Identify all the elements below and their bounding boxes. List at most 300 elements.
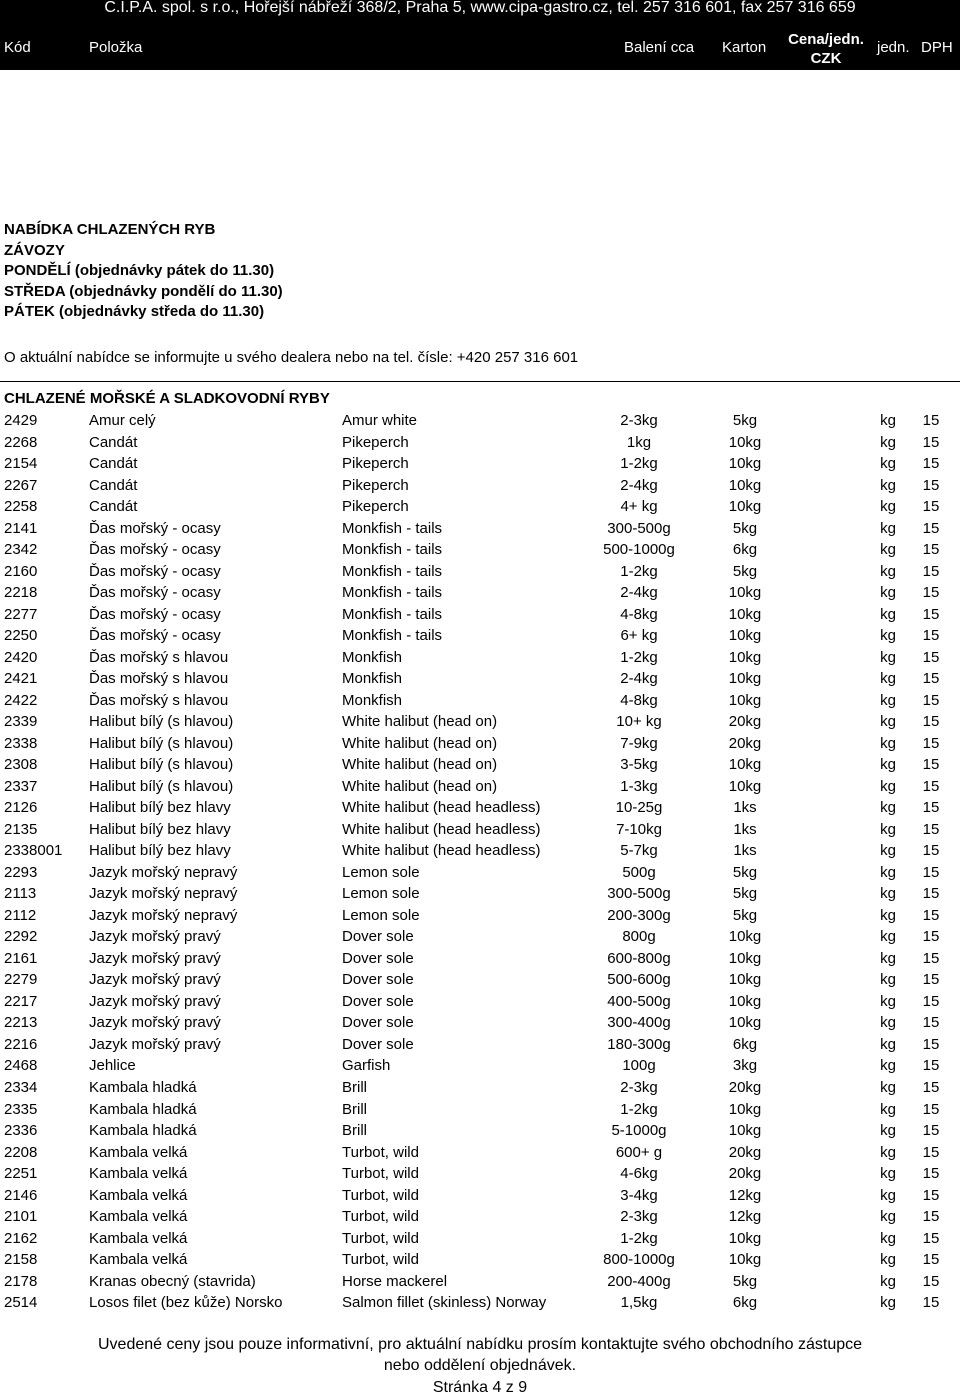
product-name-cz: Jazyk mořský pravý bbox=[89, 928, 221, 946]
carton-size: 20kg bbox=[728, 1143, 762, 1161]
product-name-en: Pikeperch bbox=[342, 455, 409, 473]
page-number: Stránka 4 z 9 bbox=[432, 1379, 528, 1396]
product-name-en: Lemon sole bbox=[342, 906, 420, 924]
carton-size: 10kg bbox=[728, 670, 762, 688]
section-title: CHLAZENÉ MOŘSKÉ A SLADKOVODNÍ RYBY bbox=[4, 390, 330, 407]
table-row bbox=[0, 1120, 960, 1142]
product-code: 2250 bbox=[4, 627, 38, 645]
product-code: 2420 bbox=[4, 648, 38, 666]
pack-size: 1-2kg bbox=[620, 648, 658, 666]
product-name-en: Brill bbox=[342, 1100, 367, 1118]
table-row bbox=[0, 453, 960, 475]
vat-rate: 15 bbox=[922, 971, 940, 989]
product-name-en: Salmon fillet (skinless) Norway bbox=[342, 1294, 547, 1312]
vat-rate: 15 bbox=[922, 691, 940, 709]
vat-rate: 15 bbox=[922, 476, 940, 494]
carton-size: 10kg bbox=[728, 756, 762, 774]
pack-size: 2-4kg bbox=[620, 584, 658, 602]
product-name-en: Horse mackerel bbox=[342, 1272, 448, 1290]
product-name-en: White halibut (head on) bbox=[342, 777, 498, 795]
unit: kg bbox=[880, 1165, 896, 1183]
product-name-cz: Halibut bílý bez hlavy bbox=[89, 820, 231, 838]
product-name-cz: Candát bbox=[89, 433, 138, 451]
table-row bbox=[0, 1163, 960, 1185]
product-name-cz: Kambala velká bbox=[89, 1165, 188, 1183]
pack-size: 2-3kg bbox=[620, 1208, 658, 1226]
vat-rate: 15 bbox=[922, 1165, 940, 1183]
product-name-cz: Kambala hladká bbox=[89, 1100, 197, 1118]
product-code: 2468 bbox=[4, 1057, 38, 1075]
product-name-en: Monkfish - tails bbox=[342, 584, 443, 602]
product-name-cz: Ďas mořský - ocasy bbox=[89, 562, 221, 580]
pack-size: 6+ kg bbox=[620, 627, 658, 645]
carton-size: 3kg bbox=[732, 1057, 758, 1075]
vat-rate: 15 bbox=[922, 627, 940, 645]
unit: kg bbox=[880, 627, 896, 645]
table-row bbox=[0, 432, 960, 454]
pack-size: 2-4kg bbox=[620, 476, 658, 494]
pack-size: 800-1000g bbox=[603, 1251, 675, 1269]
vat-rate: 15 bbox=[922, 562, 940, 580]
product-name-en: White halibut (head headless) bbox=[342, 799, 541, 817]
vat-rate: 15 bbox=[922, 1078, 940, 1096]
vat-rate: 15 bbox=[922, 1014, 940, 1032]
column-header-unit: jedn. bbox=[877, 39, 910, 56]
carton-size: 5kg bbox=[732, 906, 758, 924]
unit: kg bbox=[880, 498, 896, 516]
product-name-cz: Kambala hladká bbox=[89, 1122, 197, 1140]
product-name-en: Turbot, wild bbox=[342, 1208, 419, 1226]
product-name-cz: Ďas mořský - ocasy bbox=[89, 584, 221, 602]
table-row bbox=[0, 475, 960, 497]
vat-rate: 15 bbox=[922, 906, 940, 924]
product-code: 2158 bbox=[4, 1251, 38, 1269]
delivery-wednesday: STŘEDA (objednávky pondělí do 11.30) bbox=[4, 282, 283, 300]
carton-size: 5kg bbox=[732, 519, 758, 537]
vat-rate: 15 bbox=[922, 1272, 940, 1290]
column-header-carton: Karton bbox=[722, 39, 767, 56]
column-header-item: Položka bbox=[89, 39, 143, 56]
table-row bbox=[0, 1185, 960, 1207]
pack-size: 800g bbox=[622, 928, 656, 946]
carton-size: 5kg bbox=[732, 562, 758, 580]
table-row bbox=[0, 410, 960, 432]
product-name-cz: Ďas mořský - ocasy bbox=[89, 519, 221, 537]
pack-size: 2-3kg bbox=[620, 1078, 658, 1096]
unit: kg bbox=[880, 885, 896, 903]
carton-size: 10kg bbox=[728, 992, 762, 1010]
vat-rate: 15 bbox=[922, 519, 940, 537]
product-code: 2162 bbox=[4, 1229, 38, 1247]
vat-rate: 15 bbox=[922, 541, 940, 559]
product-name-en: Lemon sole bbox=[342, 885, 420, 903]
table-row bbox=[0, 711, 960, 733]
carton-size: 10kg bbox=[728, 971, 762, 989]
vat-rate: 15 bbox=[922, 949, 940, 967]
table-row bbox=[0, 647, 960, 669]
carton-size: 10kg bbox=[728, 928, 762, 946]
product-name-cz: Jazyk mořský pravý bbox=[89, 1014, 221, 1032]
company-info: C.I.P.A. spol. s r.o., Hořejší nábřeží 368/2, Praha 5, www.cipa-gastro.cz, tel. 257 316 601, fax 257 316 659 bbox=[104, 0, 856, 16]
carton-size: 10kg bbox=[728, 1229, 762, 1247]
product-code: 2339 bbox=[4, 713, 38, 731]
product-name-cz: Jehlice bbox=[89, 1057, 136, 1075]
vat-rate: 15 bbox=[922, 734, 940, 752]
unit: kg bbox=[880, 906, 896, 924]
unit: kg bbox=[880, 713, 896, 731]
table-row bbox=[0, 518, 960, 540]
unit: kg bbox=[880, 1186, 896, 1204]
unit: kg bbox=[880, 1251, 896, 1269]
unit: kg bbox=[880, 1143, 896, 1161]
unit: kg bbox=[880, 928, 896, 946]
unit: kg bbox=[880, 863, 896, 881]
pack-size: 300-500g bbox=[607, 885, 671, 903]
table-row bbox=[0, 991, 960, 1013]
product-code: 2335 bbox=[4, 1100, 38, 1118]
pack-size: 7-10kg bbox=[616, 820, 662, 838]
product-code: 2336 bbox=[4, 1122, 38, 1140]
product-name-cz: Kambala velká bbox=[89, 1208, 188, 1226]
table-row bbox=[0, 754, 960, 776]
unit: kg bbox=[880, 971, 896, 989]
table-row bbox=[0, 604, 960, 626]
product-code: 2338001 bbox=[4, 842, 63, 860]
unit: kg bbox=[880, 1272, 896, 1290]
vat-rate: 15 bbox=[922, 1208, 940, 1226]
product-name-en: Garfish bbox=[342, 1057, 391, 1075]
product-name-cz: Kambala velká bbox=[89, 1251, 188, 1269]
table-row bbox=[0, 926, 960, 948]
vat-rate: 15 bbox=[922, 885, 940, 903]
carton-size: 6kg bbox=[732, 1035, 758, 1053]
carton-size: 20kg bbox=[728, 713, 762, 731]
unit: kg bbox=[880, 777, 896, 795]
pack-size: 1,5kg bbox=[620, 1294, 658, 1312]
product-code: 2293 bbox=[4, 863, 38, 881]
unit: kg bbox=[880, 562, 896, 580]
product-name-cz: Jazyk mořský nepravý bbox=[89, 885, 238, 903]
unit: kg bbox=[880, 1035, 896, 1053]
carton-size: 1ks bbox=[733, 842, 757, 860]
product-code: 2279 bbox=[4, 971, 38, 989]
unit: kg bbox=[880, 756, 896, 774]
pack-size: 4-8kg bbox=[620, 691, 658, 709]
unit: kg bbox=[880, 799, 896, 817]
product-code: 2216 bbox=[4, 1035, 38, 1053]
table-row bbox=[0, 840, 960, 862]
product-code: 2267 bbox=[4, 476, 38, 494]
product-name-en: Monkfish bbox=[342, 670, 403, 688]
vat-rate: 15 bbox=[922, 713, 940, 731]
delivery-friday: PÁTEK (objednávky středa do 11.30) bbox=[4, 303, 265, 320]
vat-rate: 15 bbox=[922, 820, 940, 838]
table-row bbox=[0, 625, 960, 647]
product-name-cz: Halibut bílý (s hlavou) bbox=[89, 713, 234, 731]
product-name-en: Pikeperch bbox=[342, 498, 409, 516]
product-name-en: Dover sole bbox=[342, 1014, 414, 1032]
vat-rate: 15 bbox=[922, 777, 940, 795]
product-name-cz: Ďas mořský - ocasy bbox=[89, 627, 221, 645]
product-name-en: Dover sole bbox=[342, 1035, 414, 1053]
pack-size: 1-2kg bbox=[620, 1100, 658, 1118]
product-name-en: Pikeperch bbox=[342, 476, 409, 494]
pack-size: 10-25g bbox=[615, 799, 663, 817]
pack-size: 200-400g bbox=[607, 1272, 671, 1290]
product-name-cz: Halibut bílý (s hlavou) bbox=[89, 777, 234, 795]
product-code: 2429 bbox=[4, 412, 38, 429]
vat-rate: 15 bbox=[922, 648, 940, 666]
product-name-en: Lemon sole bbox=[342, 863, 420, 881]
vat-rate: 15 bbox=[922, 1100, 940, 1118]
carton-size: 10kg bbox=[728, 433, 762, 451]
vat-rate: 15 bbox=[922, 928, 940, 946]
table-row bbox=[0, 1142, 960, 1164]
carton-size: 5kg bbox=[732, 412, 758, 429]
unit: kg bbox=[880, 670, 896, 688]
delivery-heading: ZÁVOZY bbox=[4, 241, 65, 259]
carton-size: 10kg bbox=[728, 691, 762, 709]
offer-title: NABÍDKA CHLAZENÝCH RYB bbox=[4, 221, 216, 238]
product-code: 2308 bbox=[4, 756, 38, 774]
table-row bbox=[0, 797, 960, 819]
column-header-price bbox=[786, 30, 866, 68]
product-code: 2135 bbox=[4, 820, 38, 838]
product-name-en: Turbot, wild bbox=[342, 1186, 419, 1204]
product-code: 2126 bbox=[4, 799, 38, 817]
product-code: 2101 bbox=[4, 1208, 38, 1226]
product-name-en: Dover sole bbox=[342, 992, 414, 1010]
unit: kg bbox=[880, 1208, 896, 1226]
product-code: 2113 bbox=[4, 885, 37, 903]
carton-size: 5kg bbox=[732, 885, 758, 903]
vat-rate: 15 bbox=[922, 863, 940, 881]
vat-rate: 15 bbox=[922, 1251, 940, 1269]
pack-size: 300-500g bbox=[607, 519, 671, 537]
product-name-cz: Candát bbox=[89, 455, 138, 473]
carton-size: 5kg bbox=[732, 863, 758, 881]
unit: kg bbox=[880, 734, 896, 752]
product-name-en: White halibut (head on) bbox=[342, 756, 498, 774]
pack-size: 300-400g bbox=[607, 1014, 671, 1032]
carton-size: 20kg bbox=[728, 1078, 762, 1096]
carton-size: 10kg bbox=[728, 949, 762, 967]
table-row bbox=[0, 1228, 960, 1250]
vat-rate: 15 bbox=[922, 498, 940, 516]
table-row bbox=[0, 819, 960, 841]
vat-rate: 15 bbox=[922, 605, 940, 623]
vat-rate: 15 bbox=[922, 412, 940, 429]
pack-size: 1kg bbox=[626, 433, 652, 451]
product-name-cz: Kambala velká bbox=[89, 1143, 188, 1161]
pack-size: 3-5kg bbox=[620, 756, 658, 774]
footer-disclaimer-line2: nebo oddělení objednávek. bbox=[383, 1357, 577, 1374]
product-name-en: Monkfish - tails bbox=[342, 627, 443, 645]
product-name-cz: Halibut bílý (s hlavou) bbox=[89, 756, 234, 774]
pack-size: 100g bbox=[622, 1057, 656, 1075]
column-header-code: Kód bbox=[4, 39, 31, 56]
unit: kg bbox=[880, 1294, 896, 1312]
product-code: 2208 bbox=[4, 1143, 38, 1161]
product-code: 2251 bbox=[4, 1165, 38, 1183]
product-name-en: Pikeperch bbox=[342, 433, 409, 451]
unit: kg bbox=[880, 1078, 896, 1096]
unit: kg bbox=[880, 455, 896, 473]
vat-rate: 15 bbox=[922, 1143, 940, 1161]
product-code: 2258 bbox=[4, 498, 38, 516]
vat-rate: 15 bbox=[922, 756, 940, 774]
pack-size: 2-4kg bbox=[620, 670, 658, 688]
carton-size: 10kg bbox=[728, 1100, 762, 1118]
carton-size: 10kg bbox=[728, 777, 762, 795]
unit: kg bbox=[880, 691, 896, 709]
vat-rate: 15 bbox=[922, 842, 940, 860]
product-name-en: Brill bbox=[342, 1122, 367, 1140]
vat-rate: 15 bbox=[922, 1294, 940, 1312]
unit: kg bbox=[880, 648, 896, 666]
product-code: 2421 bbox=[4, 670, 38, 688]
product-table bbox=[0, 410, 960, 1314]
carton-size: 10kg bbox=[728, 498, 762, 516]
table-row bbox=[0, 1012, 960, 1034]
delivery-info bbox=[4, 220, 283, 323]
product-name-en: Monkfish - tails bbox=[342, 519, 443, 537]
pack-size: 600+ g bbox=[615, 1143, 663, 1161]
product-name-en: Monkfish bbox=[342, 648, 403, 666]
unit: kg bbox=[880, 605, 896, 623]
carton-size: 5kg bbox=[732, 1272, 758, 1290]
table-row bbox=[0, 1206, 960, 1228]
product-name-cz: Ďas mořský - ocasy bbox=[89, 541, 221, 559]
pack-size: 4-8kg bbox=[620, 605, 658, 623]
unit: kg bbox=[880, 949, 896, 967]
carton-size: 10kg bbox=[728, 1251, 762, 1269]
carton-size: 1ks bbox=[733, 799, 757, 817]
vat-rate: 15 bbox=[922, 799, 940, 817]
product-name-cz: Candát bbox=[89, 498, 138, 516]
product-name-cz: Kambala velká bbox=[89, 1229, 188, 1247]
carton-size: 10kg bbox=[728, 627, 762, 645]
product-name-cz: Candát bbox=[89, 476, 138, 494]
vat-rate: 15 bbox=[922, 670, 940, 688]
table-row bbox=[0, 496, 960, 518]
unit: kg bbox=[880, 1057, 896, 1075]
product-name-en: Turbot, wild bbox=[342, 1229, 419, 1247]
carton-size: 10kg bbox=[728, 605, 762, 623]
product-name-cz: Halibut bílý bez hlavy bbox=[89, 799, 231, 817]
table-row bbox=[0, 1034, 960, 1056]
pack-size: 600-800g bbox=[607, 949, 671, 967]
product-code: 2292 bbox=[4, 928, 38, 946]
product-code: 2422 bbox=[4, 691, 38, 709]
product-name-en: Amur white bbox=[342, 412, 418, 429]
product-name-en: Turbot, wild bbox=[342, 1251, 419, 1269]
product-name-cz: Jazyk mořský pravý bbox=[89, 1035, 221, 1053]
product-name-en: White halibut (head on) bbox=[342, 713, 498, 731]
header-bar bbox=[0, 0, 960, 70]
table-row bbox=[0, 862, 960, 884]
delivery-monday: PONDĚLÍ (objednávky pátek do 11.30) bbox=[4, 262, 275, 279]
unit: kg bbox=[880, 433, 896, 451]
vat-rate: 15 bbox=[922, 992, 940, 1010]
column-header-pack: Balení cca bbox=[624, 39, 695, 56]
carton-size: 1ks bbox=[733, 820, 757, 838]
table-row bbox=[0, 1055, 960, 1077]
carton-size: 6kg bbox=[732, 1294, 758, 1312]
product-name-en: Monkfish - tails bbox=[342, 541, 443, 559]
carton-size: 6kg bbox=[732, 541, 758, 559]
table-row bbox=[0, 969, 960, 991]
product-name-cz: Halibut bílý bez hlavy bbox=[89, 842, 231, 860]
product-name-cz: Jazyk mořský nepravý bbox=[89, 906, 238, 924]
product-name-en: White halibut (head headless) bbox=[342, 820, 541, 838]
product-code: 2146 bbox=[4, 1186, 38, 1204]
pack-size: 2-3kg bbox=[620, 412, 658, 429]
unit: kg bbox=[880, 820, 896, 838]
carton-size: 10kg bbox=[728, 1014, 762, 1032]
product-name-en: White halibut (head headless) bbox=[342, 842, 541, 860]
product-name-cz: Jazyk mořský nepravý bbox=[89, 863, 238, 881]
carton-size: 10kg bbox=[728, 476, 762, 494]
footer-disclaimer: Uvedené ceny jsou pouze informativní, pro aktuální nabídku prosím kontaktujte svého obchodního zástupce bbox=[97, 1336, 863, 1353]
product-name-en: Dover sole bbox=[342, 928, 414, 946]
pack-size: 200-300g bbox=[607, 906, 671, 924]
product-name-cz: Jazyk mořský pravý bbox=[89, 949, 221, 967]
table-row bbox=[0, 733, 960, 755]
pack-size: 4-6kg bbox=[620, 1165, 658, 1183]
column-header-price-line2: CZK bbox=[810, 50, 842, 67]
unit: kg bbox=[880, 1014, 896, 1032]
pack-size: 500-600g bbox=[607, 971, 671, 989]
table-row bbox=[0, 1271, 960, 1293]
product-name-en: Dover sole bbox=[342, 949, 414, 967]
pack-size: 400-500g bbox=[607, 992, 671, 1010]
table-row bbox=[0, 948, 960, 970]
vat-rate: 15 bbox=[922, 1057, 940, 1075]
product-name-en: Monkfish - tails bbox=[342, 562, 443, 580]
pack-size: 1-2kg bbox=[620, 562, 658, 580]
product-code: 2218 bbox=[4, 584, 38, 602]
product-name-en: Turbot, wild bbox=[342, 1165, 419, 1183]
table-row bbox=[0, 539, 960, 561]
product-name-cz: Jazyk mořský pravý bbox=[89, 971, 221, 989]
pack-size: 500-1000g bbox=[603, 541, 675, 559]
product-code: 2514 bbox=[4, 1294, 38, 1312]
unit: kg bbox=[880, 992, 896, 1010]
carton-size: 10kg bbox=[728, 455, 762, 473]
table-row bbox=[0, 1099, 960, 1121]
product-name-en: Monkfish bbox=[342, 691, 403, 709]
product-code: 2338 bbox=[4, 734, 38, 752]
table-row bbox=[0, 905, 960, 927]
table-row bbox=[0, 582, 960, 604]
product-name-cz: Kambala hladká bbox=[89, 1078, 197, 1096]
product-code: 2112 bbox=[4, 906, 37, 924]
product-name-cz: Losos filet (bez kůže) Norsko bbox=[89, 1294, 283, 1312]
dealer-contact: O aktuální nabídce se informujte u svého dealera nebo na tel. čísle: +420 257 316 601 bbox=[4, 349, 579, 366]
pack-size: 1-2kg bbox=[620, 1229, 658, 1247]
table-row bbox=[0, 668, 960, 690]
product-code: 2268 bbox=[4, 433, 38, 451]
pack-size: 4+ kg bbox=[620, 498, 658, 516]
product-code: 2217 bbox=[4, 992, 38, 1010]
product-name-en: White halibut (head on) bbox=[342, 734, 498, 752]
pack-size: 180-300g bbox=[607, 1035, 671, 1053]
vat-rate: 15 bbox=[922, 1035, 940, 1053]
pack-size: 5-7kg bbox=[620, 842, 658, 860]
product-name-cz: Halibut bílý (s hlavou) bbox=[89, 734, 234, 752]
carton-size: 20kg bbox=[728, 734, 762, 752]
